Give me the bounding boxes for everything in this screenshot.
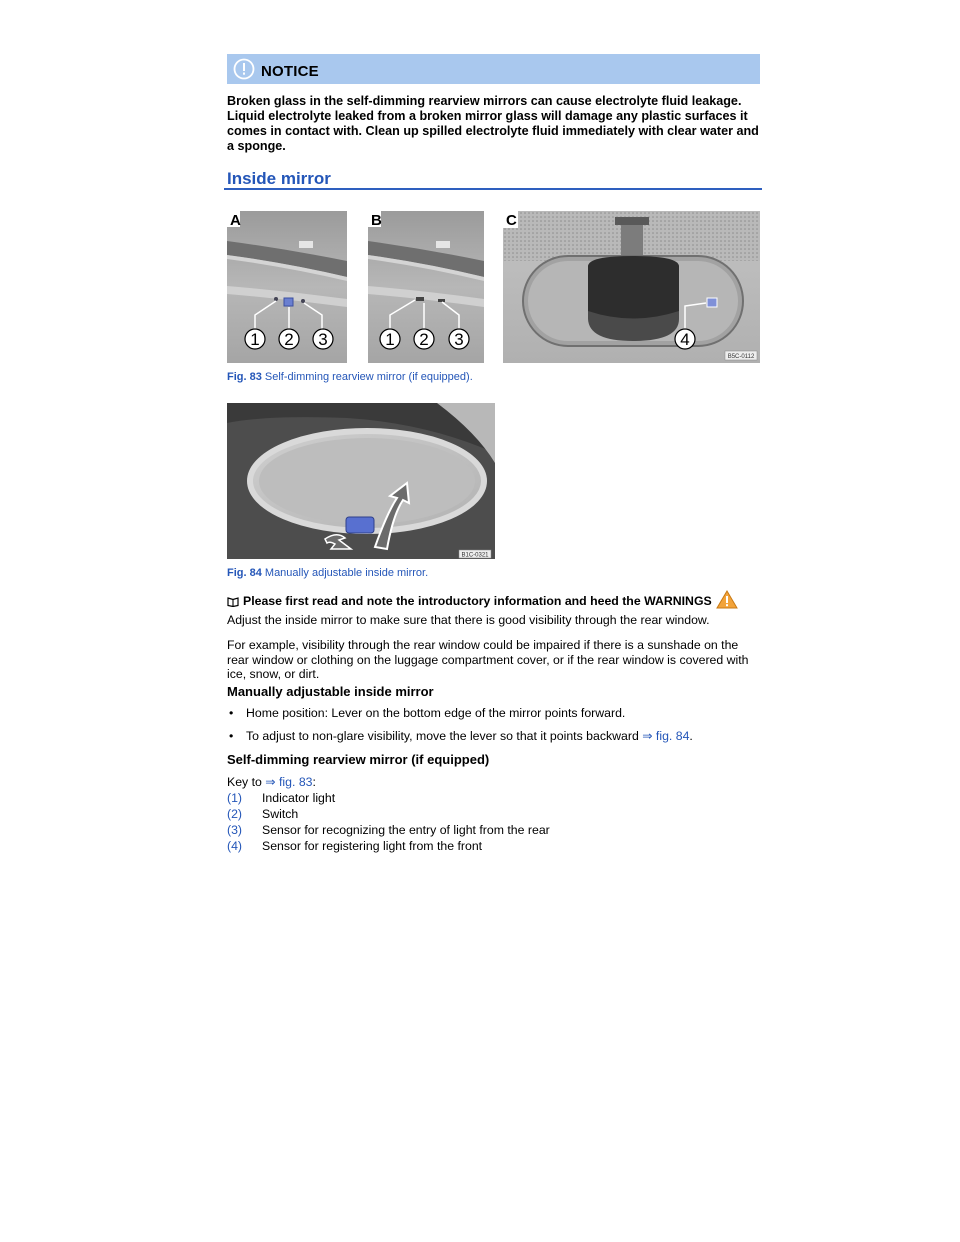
panel-b [368, 211, 484, 363]
warning-triangle-icon [716, 590, 738, 609]
callout-3: 3 [318, 330, 328, 349]
fig-84-link[interactable]: ⇒ fig. 84 [642, 729, 690, 743]
notice-header [227, 54, 760, 84]
section-divider [224, 188, 762, 190]
subheading-self-dimming: Self-dimming rearview mirror (if equipped) [227, 752, 490, 767]
figure-code: B5C-0112 [727, 354, 755, 360]
exclamation-circle-icon [233, 58, 255, 80]
panel-c-label: C [506, 212, 517, 229]
figure-83-image [227, 211, 760, 363]
key-item: (2) Switch [227, 807, 299, 821]
fig-83-link[interactable]: ⇒ fig. 83 [265, 775, 313, 789]
callout-2: 2 [419, 330, 429, 349]
callout-1: 1 [250, 330, 260, 349]
figure-number: Fig. 84 [227, 567, 262, 579]
panel-a [227, 211, 347, 363]
figure-83-caption [227, 371, 473, 383]
key-line: Key to ⇒ fig. 83: [227, 775, 316, 789]
paragraph: Adjust the inside mirror to make sure that there is good visibility through the rear window. [227, 613, 710, 627]
figure-number: Fig. 83 [227, 371, 262, 383]
section-title: Inside mirror [227, 169, 331, 188]
key-item: (3) Sensor for recognizing the entry of light from the rear [227, 823, 550, 837]
callout-2: 2 [284, 330, 294, 349]
paragraph: For example, visibility through the rear window could be impaired if there is a sunshade on the rear window or clothing on the luggage compartment cover, or if the rear window is covered with ice, snow, or dirt. [227, 638, 749, 681]
key-item: (4) Sensor for registering light from the front [227, 839, 483, 853]
notice-title: NOTICE [261, 63, 319, 80]
figure-84-caption [227, 567, 428, 579]
figure-caption-text: Self-dimming rearview mirror (if equipped). [264, 371, 473, 383]
callout-4: 4 [680, 330, 690, 349]
intro-line [227, 590, 738, 609]
panel-b-label: B [371, 212, 382, 229]
intro-text: Please first read and note the introductory information and heed the WARNINGS [243, 594, 712, 608]
callout-1: 1 [385, 330, 395, 349]
figure-caption-text: Manually adjustable inside mirror. [264, 567, 429, 579]
panel-a-label: A [230, 212, 241, 229]
open-book-icon [227, 596, 239, 607]
callout-3: 3 [454, 330, 464, 349]
key-item: (1) Indicator light [227, 791, 336, 805]
figure-code: B1C-0321 [461, 552, 489, 559]
subheading-manual: Manually adjustable inside mirror [227, 684, 434, 699]
notice-body: Broken glass in the self-dimming rearview mirrors can cause electrolyte fluid leakage. Liquid electrolyte leaked from a broken mirror glass will damage any plastic surfaces it comes in contact with. Clean up spilled electrolyte fluid immediately with clear water and a sponge. [227, 94, 759, 153]
panel-c [503, 211, 760, 363]
figure-84-image [227, 403, 495, 559]
